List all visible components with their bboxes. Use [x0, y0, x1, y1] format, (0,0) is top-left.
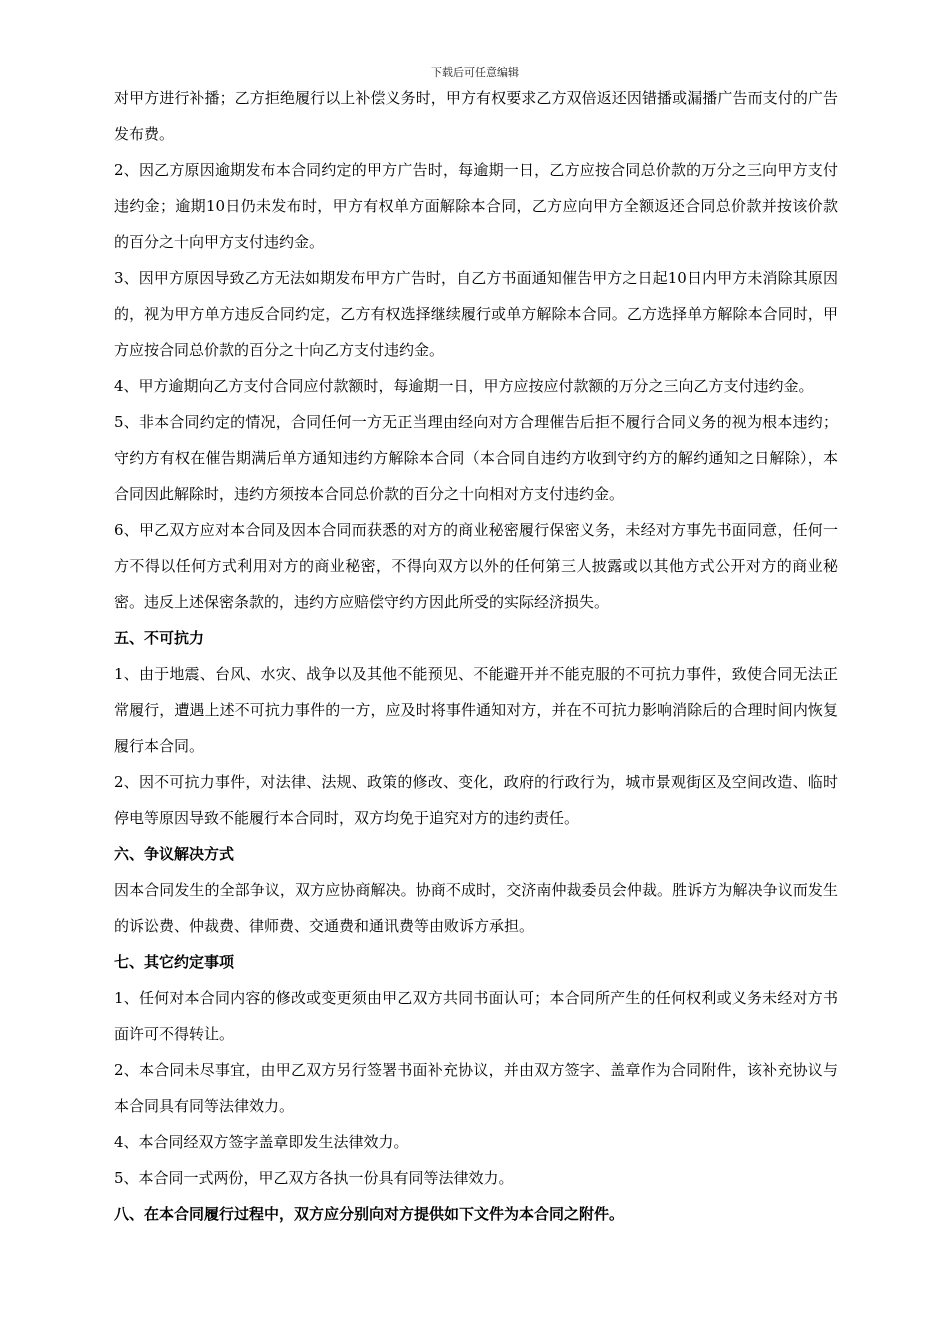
section-heading: 八、在本合同履行过程中，双方应分别向对方提供如下文件为本合同之附件。 [114, 1205, 625, 1223]
paragraph: 5、非本合同约定的情况，合同任何一方无正当理由经向对方合理催告后拒不履行合同义务的视为根本违约；守约方有权在催告期满后单方通知违约方解除本合同（本合同自违约方收到守约方的解约通知之日解除），本合同因此解除时，违约方须按本合同总价款的百分之十向相对方支付违约金。 [114, 413, 838, 503]
page-header: 下载后可任意编辑 [431, 66, 519, 79]
paragraph: 3、因甲方原因导致乙方无法如期发布甲方广告时，自乙方书面通知催告甲方之日起10日内甲方未消除其原因的，视为甲方单方违反合同约定，乙方有权选择继续履行或单方解除本合同。乙方选择单方解除本合同时，甲方应按合同总价款的百分之十向乙方支付违约金。 [114, 269, 838, 359]
paragraph: 4、本合同经双方签字盖章即发生法律效力。 [114, 1133, 409, 1151]
section-heading: 七、其它约定事项 [114, 953, 235, 971]
paragraph: 1、任何对本合同内容的修改或变更须由甲乙双方共同书面认可；本合同所产生的任何权利或义务未经对方书面许可不得转让。 [114, 989, 838, 1043]
paragraph: 因本合同发生的全部争议，双方应协商解决。协商不成时，交济南仲裁委员会仲裁。胜诉方为解决争议而发生的诉讼费、仲裁费、律师费、交通费和通讯费等由败诉方承担。 [114, 881, 838, 935]
paragraph: 2、本合同未尽事宜，由甲乙双方另行签署书面补充协议，并由双方签字、盖章作为合同附件，该补充协议与本合同具有同等法律效力。 [114, 1061, 838, 1115]
document-body [114, 80, 838, 1232]
paragraph: 6、甲乙双方应对本合同及因本合同而获悉的对方的商业秘密履行保密义务，未经对方事先书面同意，任何一方不得以任何方式利用对方的商业秘密，不得向双方以外的任何第三人披露或以其他方式公开对方的商业秘密。违反上述保密条款的，违约方应赔偿守约方因此所受的实际经济损失。 [114, 521, 838, 611]
paragraph: 1、由于地震、台风、水灾、战争以及其他不能预见、不能避开并不能克服的不可抗力事件，致使合同无法正常履行，遭遇上述不可抗力事件的一方，应及时将事件通知对方，并在不可抗力影响消除后的合理时间内恢复履行本合同。 [114, 665, 838, 755]
paragraph: 2、因不可抗力事件，对法律、法规、政策的修改、变化，政府的行政行为，城市景观街区及空间改造、临时停电等原因导致不能履行本合同时，双方均免于追究对方的违约责任。 [114, 773, 838, 827]
paragraph: 5、本合同一式两份，甲乙双方各执一份具有同等法律效力。 [114, 1169, 514, 1187]
paragraph: 2、因乙方原因逾期发布本合同约定的甲方广告时，每逾期一日，乙方应按合同总价款的万分之三向甲方支付违约金；逾期10日仍未发布时，甲方有权单方面解除本合同，乙方应向甲方全额返还合同总价款并按该价款的百分之十向甲方支付违约金。 [114, 161, 838, 251]
section-heading: 五、不可抗力 [114, 629, 205, 647]
paragraph: 4、甲方逾期向乙方支付合同应付款额时，每逾期一日，甲方应按应付款额的万分之三向乙方支付违约金。 [114, 377, 814, 395]
paragraph: 对甲方进行补播；乙方拒绝履行以上补偿义务时，甲方有权要求乙方双倍返还因错播或漏播广告而支付的广告发布费。 [114, 89, 838, 143]
section-heading: 六、争议解决方式 [114, 845, 235, 863]
